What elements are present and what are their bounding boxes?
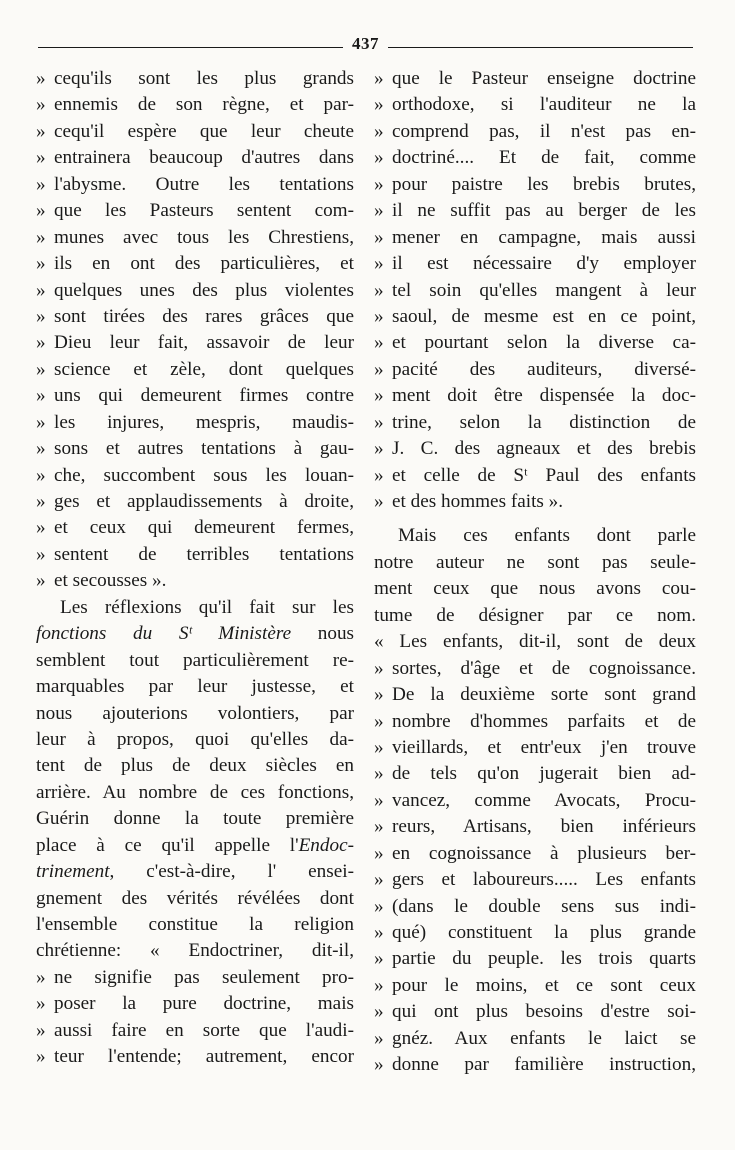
line-text: (dans le double sens sus indi-	[392, 895, 696, 917]
text-line	[374, 841, 696, 867]
line-text: poser la pure doctrine, mais	[54, 993, 354, 1015]
text-line	[374, 973, 696, 999]
line-text: et secousses ».	[54, 570, 167, 592]
header-rule-right	[388, 47, 693, 48]
quote-mark: »	[36, 966, 46, 988]
text-line	[374, 92, 696, 118]
text-line	[36, 172, 354, 198]
line-text: De la deuxième sorte sont grand	[392, 684, 696, 706]
line-text: uns qui demeurent firmes contre	[54, 385, 354, 407]
quote-mark: »	[36, 1019, 46, 1041]
quote-mark: »	[374, 789, 384, 811]
line-text: et pourtant selon la diverse ca-	[392, 332, 696, 354]
line-text: cequ'il espère que leur cheute	[54, 120, 354, 142]
line-text: vancez, comme Avocats, Procu-	[392, 789, 696, 811]
text-line	[36, 436, 354, 462]
text-line	[36, 357, 354, 383]
text-line	[374, 225, 696, 251]
line-text: tent de plus de deux siècles en	[36, 755, 354, 777]
quote-mark: »	[374, 974, 384, 996]
quote-mark: »	[374, 1054, 384, 1076]
quote-mark: »	[374, 869, 384, 891]
text-line	[374, 735, 696, 761]
line-text: J. C. des agneaux et des brebis	[392, 438, 696, 460]
quote-mark: »	[36, 358, 46, 380]
line-text: teur l'entende; autrement, encor	[54, 1046, 354, 1068]
text-line	[374, 761, 696, 787]
page-number: 437	[352, 34, 379, 53]
line-text: munes avec tous les Chrestiens,	[54, 226, 354, 248]
line-text: vieillards, et entr'eux j'en trouve	[392, 736, 696, 758]
quote-mark: »	[374, 657, 384, 679]
line-text: sons et autres tentations à gau-	[54, 438, 354, 460]
quote-mark: »	[36, 570, 46, 592]
line-text: nous ajouterions volontiers, par	[36, 702, 354, 724]
line-text: gers et laboureurs..... Les enfants	[392, 869, 696, 891]
text-line	[36, 330, 354, 356]
line-text: Les réflexions qu'il fait sur les	[60, 596, 354, 618]
text-line	[36, 410, 354, 436]
line-text: Dieu leur fait, assavoir de leur	[54, 332, 354, 354]
text-line	[374, 145, 696, 171]
quote-mark: »	[36, 147, 46, 169]
quote-mark: »	[374, 332, 384, 354]
quote-mark: »	[374, 120, 384, 142]
line-text: il ne suffit pas au berger de les	[392, 200, 696, 222]
quote-mark: »	[374, 226, 384, 248]
quote-mark: »	[374, 1027, 384, 1049]
quote-mark: »	[36, 120, 46, 142]
line-text: ment ceux que nous avons cou-	[374, 578, 696, 600]
text-line	[374, 682, 696, 708]
line-text: mener en campagne, mais aussi	[392, 226, 696, 248]
text-line	[374, 172, 696, 198]
text-line	[374, 1052, 696, 1078]
quote-mark: »	[36, 332, 46, 354]
italic-text: Endoc-	[298, 834, 354, 856]
left-column	[36, 66, 354, 1071]
quote-mark: »	[36, 993, 46, 1015]
text-line	[36, 463, 354, 489]
text-line	[374, 788, 696, 814]
text-line	[36, 92, 354, 118]
line-text: leur à propos, quoi qu'elles da-	[36, 728, 354, 750]
text-line	[36, 621, 354, 647]
quote-mark: »	[374, 305, 384, 327]
quote-mark: »	[374, 173, 384, 195]
text-line	[374, 603, 696, 629]
quote-mark: »	[36, 385, 46, 407]
line-text: tel soin qu'elles mangent à leur	[392, 279, 696, 301]
text-line	[36, 198, 354, 224]
line-text: « Les enfants, dit-il, sont de deux	[374, 631, 696, 653]
quote-mark: »	[374, 68, 384, 89]
text-line	[36, 886, 354, 912]
line-text: semblent tout particulièrement re-	[36, 649, 354, 671]
quote-mark: »	[36, 517, 46, 539]
line-text: gnement des vérités révélées dont	[36, 887, 354, 909]
line-text: Mais ces enfants dont parle	[398, 525, 696, 547]
line-text: marquables par leur justesse, et	[36, 676, 354, 698]
text-line	[374, 489, 696, 515]
text-line	[36, 674, 354, 700]
text-line	[36, 119, 354, 145]
line-text: que le Pasteur enseigne doctrine	[392, 68, 696, 89]
quote-mark: »	[36, 226, 46, 248]
text-line	[36, 489, 354, 515]
text-line	[374, 410, 696, 436]
quote-mark: »	[36, 305, 46, 327]
text-line	[36, 278, 354, 304]
quote-mark: »	[374, 816, 384, 838]
line-text: , c'est-à-dire, l' ensei-	[109, 861, 354, 883]
text-line	[36, 727, 354, 753]
quote-mark: »	[36, 173, 46, 195]
text-line	[36, 515, 354, 541]
quote-mark: »	[374, 491, 384, 512]
line-text: les injures, mespris, maudis-	[54, 411, 354, 433]
text-line	[374, 656, 696, 682]
quote-mark: »	[374, 948, 384, 970]
quote-mark: »	[374, 922, 384, 943]
line-text: l'abysme. Outre les tentations	[54, 173, 354, 195]
text-line	[36, 383, 354, 409]
text-line	[36, 542, 354, 568]
text-line	[374, 867, 696, 893]
text-line	[374, 198, 696, 224]
line-text: tume de désigner par ce nom.	[374, 604, 696, 626]
quote-mark: »	[374, 411, 384, 433]
line-text: sortes, d'âge et de cognoissance.	[392, 657, 696, 679]
text-line	[374, 709, 696, 735]
page-header	[38, 34, 693, 54]
line-text: comprend pas, il n'est pas en-	[392, 120, 696, 142]
text-line	[374, 814, 696, 840]
quote-mark: »	[36, 1046, 46, 1068]
line-text: science et zèle, dont quelques	[54, 358, 354, 380]
line-text: nombre d'hommes parfaits et de	[392, 710, 696, 732]
line-text: notre auteur ne sont pas seule-	[374, 551, 696, 573]
text-line	[36, 991, 354, 1017]
text-line	[36, 1018, 354, 1044]
right-column	[374, 66, 696, 1079]
line-text: il est nécessaire d'y employer	[392, 253, 696, 275]
line-text: pour paistre les brebis brutes,	[392, 173, 696, 195]
text-line	[374, 463, 696, 489]
quote-mark: »	[374, 358, 384, 380]
text-line	[374, 1026, 696, 1052]
text-line	[36, 304, 354, 330]
text-line	[36, 753, 354, 779]
line-text: nous	[291, 623, 354, 645]
line-text: pour le moins, et ce sont ceux	[392, 974, 696, 996]
text-line	[374, 523, 696, 549]
line-text: chrétienne: « Endoctriner, dit-il,	[36, 940, 354, 962]
line-text: trine, selon la distinction de	[392, 411, 696, 433]
quote-mark: »	[374, 1001, 384, 1023]
text-line	[36, 225, 354, 251]
line-text: ment doit être dispensée la doc-	[392, 385, 696, 407]
text-line	[36, 859, 354, 885]
quote-mark: »	[374, 279, 384, 301]
line-text: sentent de terribles tentations	[54, 543, 354, 565]
text-line	[374, 66, 696, 92]
text-line	[374, 629, 696, 655]
line-text: Guérin donne la toute première	[36, 808, 354, 830]
text-line	[374, 576, 696, 602]
quote-mark: »	[36, 200, 46, 222]
line-text: quelques unes des plus violentes	[54, 279, 354, 301]
text-line	[36, 780, 354, 806]
line-text: reurs, Artisans, bien inférieurs	[392, 816, 696, 838]
line-text: place à ce qu'il appelle l'	[36, 834, 299, 856]
quote-mark: »	[374, 147, 384, 169]
italic-text: fonctions du Sᵗ Ministère	[36, 623, 292, 645]
quote-mark: »	[36, 94, 46, 116]
line-text: pacité des auditeurs, diversé-	[392, 358, 696, 380]
line-text: que les Pasteurs sentent com-	[54, 200, 354, 222]
quote-mark: »	[36, 464, 46, 486]
text-line	[374, 304, 696, 330]
quote-mark: »	[374, 842, 384, 864]
text-line	[36, 701, 354, 727]
text-line	[374, 999, 696, 1025]
text-line	[36, 648, 354, 674]
quote-mark: »	[36, 411, 46, 433]
line-text: ne signifie pas seulement pro-	[54, 966, 354, 988]
text-line	[36, 938, 354, 964]
quote-mark: »	[36, 68, 46, 89]
line-text: et des hommes faits ».	[392, 491, 564, 512]
quote-mark: »	[36, 279, 46, 301]
line-text: qui ont plus besoins d'estre soi-	[392, 1001, 696, 1023]
text-line	[36, 145, 354, 171]
text-line	[36, 965, 354, 991]
text-line	[374, 278, 696, 304]
text-line	[374, 894, 696, 920]
line-text: saoul, de mesme est en ce point,	[392, 305, 696, 327]
text-line	[374, 436, 696, 462]
quote-mark: »	[374, 710, 384, 732]
line-text: et ceux qui demeurent fermes,	[54, 517, 354, 539]
line-text: de tels qu'on jugerait bien ad-	[392, 763, 696, 785]
line-text: ils en ont des particulières, et	[54, 253, 354, 275]
line-text: sont tirées des rares grâces que	[54, 305, 354, 327]
quote-mark: »	[36, 491, 46, 512]
text-line	[374, 946, 696, 972]
text-line	[374, 383, 696, 409]
quote-mark: »	[374, 736, 384, 758]
quote-mark: »	[374, 253, 384, 275]
quote-mark: »	[36, 438, 46, 460]
quote-mark: »	[374, 684, 384, 706]
quote-mark: »	[374, 464, 384, 486]
text-line	[374, 357, 696, 383]
text-line	[374, 550, 696, 576]
quote-mark: »	[36, 543, 46, 565]
text-line	[36, 806, 354, 832]
text-line	[36, 595, 354, 621]
text-line	[374, 119, 696, 145]
line-text: qué) constituent la plus grande	[392, 922, 696, 943]
text-line	[36, 912, 354, 938]
text-line	[36, 251, 354, 277]
quote-mark: »	[374, 385, 384, 407]
line-text: et celle de Sᵗ Paul des enfants	[392, 464, 696, 486]
text-line	[374, 330, 696, 356]
line-text: cequ'ils sont les plus grands	[54, 68, 354, 89]
quote-mark: »	[374, 94, 384, 116]
line-text: gnéz. Aux enfants le laict se	[392, 1027, 696, 1049]
quote-mark: »	[374, 763, 384, 785]
text-line	[374, 251, 696, 277]
quote-mark: »	[36, 253, 46, 275]
line-text: entrainera beaucoup d'autres dans	[54, 147, 354, 169]
line-text: che, succombent sous les louan-	[54, 464, 354, 486]
line-text: orthodoxe, si l'auditeur ne la	[392, 94, 696, 116]
line-text: l'ensemble constitue la religion	[36, 914, 354, 935]
text-line	[36, 66, 354, 92]
line-text: ges et applaudissements à droite,	[54, 491, 354, 512]
text-line	[374, 920, 696, 946]
line-text: aussi faire en sorte que l'audi-	[54, 1019, 354, 1041]
quote-mark: »	[374, 200, 384, 222]
line-text: doctriné.... Et de fait, comme	[392, 147, 696, 169]
line-text: donne par familière instruction,	[392, 1054, 696, 1076]
line-text: en cognoissance à plusieurs ber-	[392, 842, 696, 864]
quote-mark: »	[374, 438, 384, 460]
italic-text: trinement	[36, 861, 110, 883]
line-text: ennemis de son règne, et par-	[54, 94, 354, 116]
line-text: partie du peuple. les trois quarts	[392, 948, 696, 970]
line-text: arrière. Au nombre de ces fonctions,	[36, 781, 354, 803]
text-line	[36, 568, 354, 594]
text-line	[36, 833, 354, 859]
quote-mark: »	[374, 895, 384, 917]
text-line	[36, 1044, 354, 1070]
